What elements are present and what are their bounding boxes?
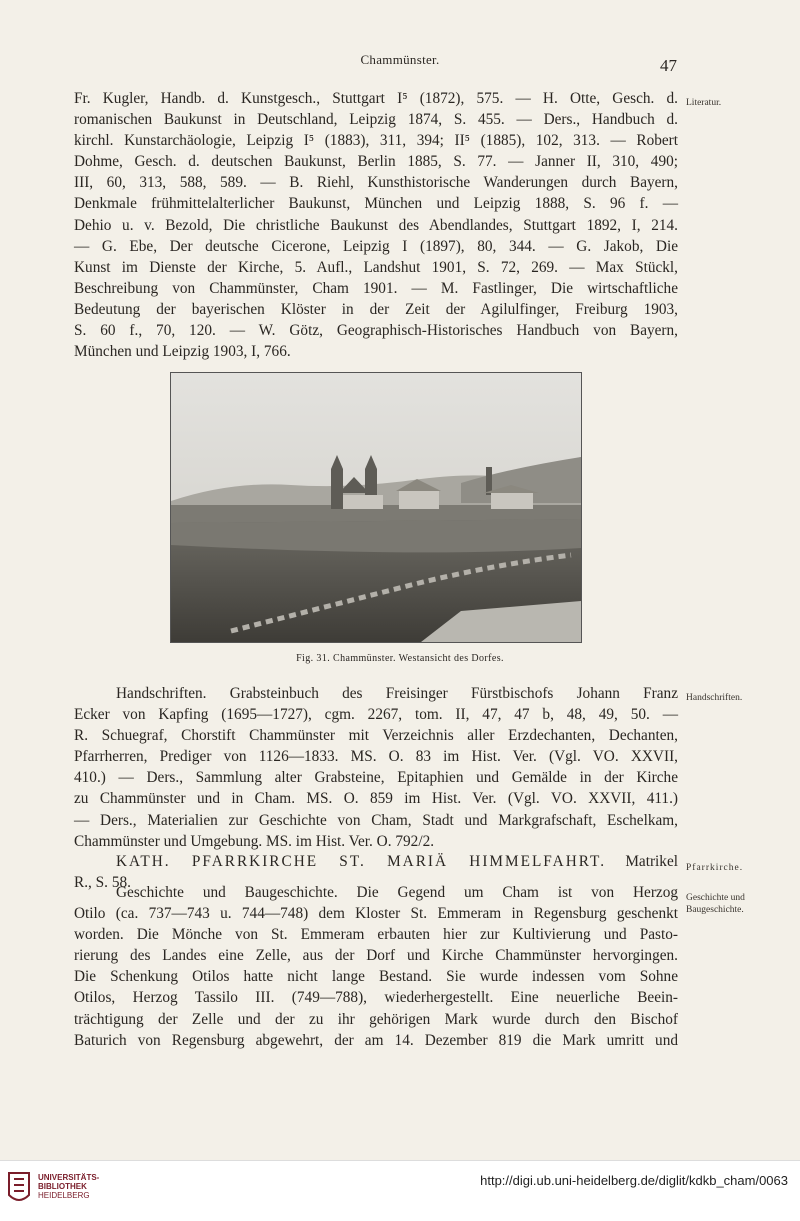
footer-bar bbox=[0, 1160, 800, 1221]
text-line: Beschreibung von Chammünster, Cham 1901. — M. Fastlinger, Die wirtschaftliche bbox=[74, 279, 678, 297]
page-number: 47 bbox=[660, 56, 677, 75]
text-line: Dohme, Gesch. d. deutschen Baukunst, Berlin 1885, S. 77. — Janner II, 310, 490; bbox=[74, 153, 678, 171]
text-line: zu Chammünster und in Cham. MS. O. 859 im Hist. Ver. (Vgl. VO. XXVII, 411.) bbox=[74, 790, 678, 808]
history-paragraph bbox=[74, 882, 678, 1051]
figure-caption: Fig. 31. Chammünster. Westansicht des Dorfes. bbox=[296, 653, 504, 664]
text-line: 410.) — Ders., Sammlung alter Grabsteine, Epitaphien und Gemälde in der Kirche bbox=[74, 769, 678, 787]
text-line: Chammünster und Umgebung. MS. im Hist. Ver. O. 792/2. bbox=[74, 832, 435, 850]
text-line: Pfarrherren, Prediger von 1126—1833. MS. O. 83 im Hist. Ver. (Vgl. VO. XXVII, bbox=[74, 748, 678, 766]
text-line: kirchl. Kunstarchäologie, Leipzig I⁵ (1883), 311, 394; II⁵ (1885), 102, 313. — Robert bbox=[74, 132, 678, 150]
text-line: — G. Ebe, Der deutsche Cicerone, Leipzig I (1897), 80, 344. — G. Jakob, Die bbox=[74, 237, 678, 255]
margin-note-history-2: Baugeschichte. bbox=[686, 905, 744, 915]
text-line: R. Schuegraf, Chorstift Chammünster mit Verzeichnis aller Erzdechanten, Dechanten, bbox=[74, 727, 678, 745]
text-line: Baturich von Regensburg abgewehrt, der am 14. Dezember 819 die Mark umritt und bbox=[74, 1031, 678, 1049]
margin-note-manuscripts: Handschriften. bbox=[686, 693, 743, 703]
text-line: Bedeutung der bayerischen Klöster in der Zeit der Agilulfinger, Freiburg 1903, bbox=[74, 300, 678, 318]
text-line: Ecker von Kapfing (1695—1727), cgm. 2267, tom. II, 47, 47 b, 48, 49, 50. — bbox=[74, 706, 678, 724]
library-line-3: HEIDELBERG bbox=[38, 1191, 90, 1200]
library-logo-icon bbox=[6, 1169, 32, 1209]
text-line: S. 60 f., 70, 120. — W. Götz, Geographisch-Historisches Handbuch von Bayern, bbox=[74, 322, 678, 340]
manuscripts-paragraph bbox=[74, 683, 678, 852]
library-name bbox=[38, 1173, 99, 1200]
margin-note-history bbox=[686, 892, 745, 916]
margin-note-literature: Literatur. bbox=[686, 98, 722, 108]
text-line: München und Leipzig 1903, I, 766. bbox=[74, 343, 291, 361]
text-line: Denkmale frühmittelalterlicher Baukunst, München und Leipzig 1888, S. 96 f. — bbox=[74, 195, 678, 213]
text-line: rierung des Landes eine Zelle, aus der Dorf und Kirche Chammünster hervorgingen. bbox=[74, 947, 678, 965]
library-line-2: BIBLIOTHEK bbox=[38, 1182, 87, 1191]
source-url-link[interactable]: http://digi.ub.uni-heidelberg.de/diglit/kdkb_cham/0063 bbox=[480, 1173, 788, 1188]
text-line: Fr. Kugler, Handb. d. Kunstgesch., Stuttgart I⁵ (1872), 575. — H. Otte, Gesch. d. bbox=[74, 90, 678, 107]
literature-paragraph bbox=[74, 88, 678, 362]
text-line: Dehio u. v. Bezold, Die christliche Baukunst des Abendlandes, Stuttgart 1892, I, 214. bbox=[74, 216, 678, 234]
text-line: III, 60, 313, 588, 589. — B. Riehl, Kunsthistorische Wanderungen durch Bayern, bbox=[74, 174, 678, 192]
text-line: Otilo (ca. 737—743 u. 744—748) dem Kloster St. Emmeram in Regensburg geschenkt bbox=[74, 905, 678, 923]
parish-heading-rest: Matrikel bbox=[625, 853, 678, 870]
text-line: worden. Die Mönche von St. Emmeram erbauten hier zur Kultivierung und Pasto- bbox=[74, 926, 678, 944]
village-photograph bbox=[170, 372, 582, 643]
running-title: Chammünster. bbox=[360, 52, 440, 67]
library-line-1: UNIVERSITÄTS- bbox=[38, 1173, 100, 1182]
text-line bbox=[74, 851, 678, 872]
parish-heading: KATH. PFARRKIRCHE ST. MARIÄ HIMMELFAHRT. bbox=[116, 853, 607, 870]
text-line: romanischen Baukunst in Deutschland, Leipzig 1874, S. 455. — Ders., Handbuch d. bbox=[74, 111, 678, 129]
text-line: Geschichte und Baugeschichte. Die Gegend um Cham ist von Herzog bbox=[116, 884, 678, 901]
text-line: — Ders., Materialien zur Geschichte von Cham, Stadt und Markgrafschaft, Eschelkam, bbox=[74, 811, 678, 829]
text-line: Kunst im Dienste der Kirche, 5. Aufl., Landshut 1901, S. 72, 269. — Max Stückl, bbox=[74, 258, 678, 276]
text-line: trächtigung der Zelle und der zu ihr gehörigen Mark wurde durch den Bischof bbox=[74, 1010, 678, 1028]
text-line: Otilos, Herzog Tassilo III. (749—788), wiederhergestellt. Eine neuerliche Beein- bbox=[74, 989, 678, 1007]
margin-note-parish: Pfarrkirche. bbox=[686, 863, 744, 873]
text-line: Handschriften. Grabsteinbuch des Freisinger Fürstbischofs Johann Franz bbox=[116, 685, 678, 702]
margin-note-history-1: Geschichte und bbox=[686, 893, 745, 903]
text-line: R., S. 58. bbox=[74, 874, 131, 892]
text-line: Die Schenkung Otilos hatte nicht lange Bestand. Sie wurde indessen vom Sohne bbox=[74, 968, 678, 986]
